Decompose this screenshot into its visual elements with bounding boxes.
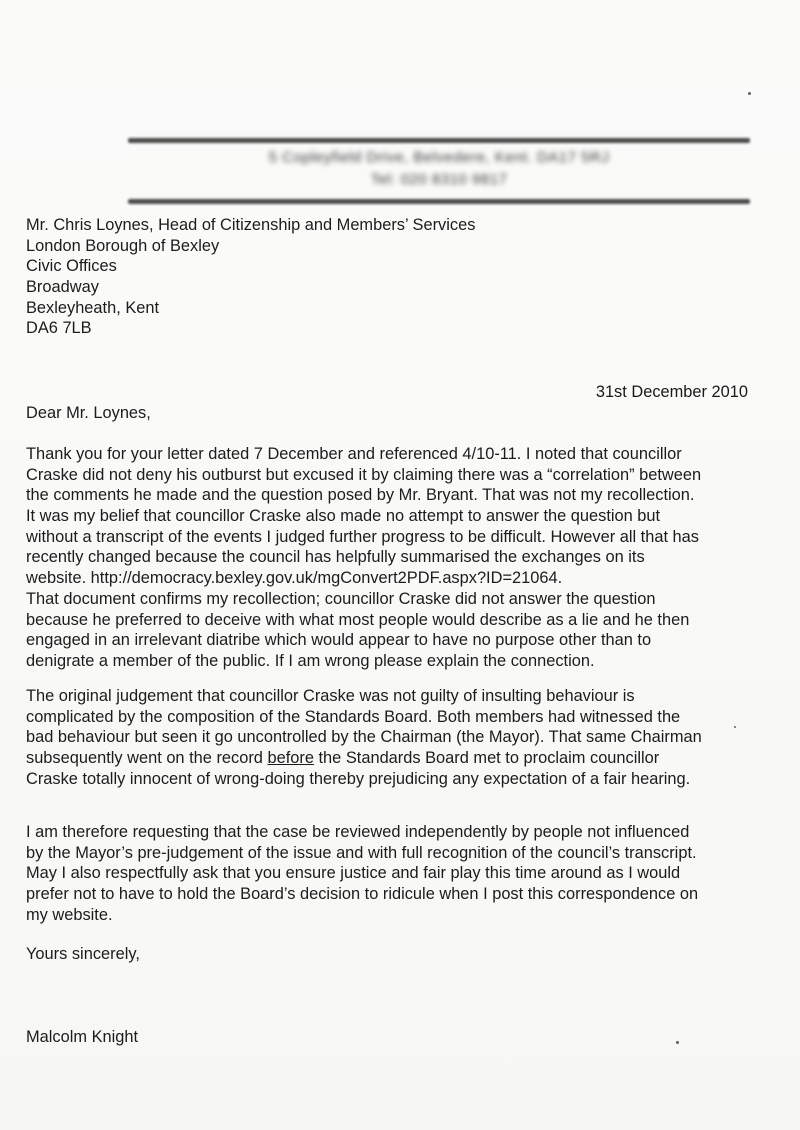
paragraph-line: May I also respectfully ask that you ensure justice and fair play this time around as I would [26, 864, 681, 883]
paragraph-line: denigrate a member of the public. If I am wrong please explain the connection. [26, 651, 595, 670]
paragraph-2 [26, 686, 702, 789]
paragraph-line: because he preferred to deceive with what most people would describe as a lie and he then [26, 610, 690, 629]
paragraph-line [26, 748, 702, 769]
recipient-line: Bexleyheath, Kent [26, 298, 160, 317]
paragraph-line: engaged in an irrelevant diatribe which would appear to have no purpose other than to [26, 631, 652, 650]
letterhead-phone: Tel: 020 8310 9817 [370, 171, 508, 188]
line-text: subsequently went on the record [26, 749, 268, 768]
recipient-line: Civic Offices [26, 257, 117, 276]
paragraph-line: the comments he made and the question posed by Mr. Bryant. That was not my recollection. [26, 486, 695, 505]
salutation: Dear Mr. Loynes, [26, 404, 151, 422]
scan-speck [676, 1041, 679, 1044]
paragraph-line: recently changed because the council has helpfully summarised the exchanges on its [26, 548, 645, 567]
letter-date: 31st December 2010 [595, 383, 748, 401]
paragraph-line: my website. [26, 905, 113, 924]
recipient-address [26, 215, 475, 339]
letterhead-address: 5 Copleyfield Drive, Belvedere, Kent. DA17 5RJ [268, 149, 610, 166]
paragraph-line: That document confirms my recollection; councillor Craske did not answer the question [26, 589, 656, 608]
scan-speck [748, 92, 751, 95]
recipient-line: Mr. Chris Loynes, Head of Citizenship and Members’ Services [26, 216, 476, 234]
line-text: the Standards Board met to proclaim councillor [313, 749, 660, 768]
paragraph-line: by the Mayor’s pre-judgement of the issue and with full recognition of the council’s transcript. [26, 843, 697, 862]
paragraph-line: It was my belief that councillor Craske also made no attempt to answer the question but [26, 507, 661, 526]
paragraph-line: I am therefore requesting that the case be reviewed independently by people not influenced [26, 823, 690, 841]
paragraph-line: bad behaviour but seen it go uncontrolled by the Chairman (the Mayor). That same Chairman [26, 728, 702, 747]
paragraph-line: The original judgement that councillor Craske was not guilty of insulting behaviour is [26, 687, 635, 705]
paragraph-line: without a transcript of the events I judged further progress to be difficult. However all that has [26, 527, 699, 546]
letterhead-bottom-rule [128, 199, 750, 204]
closing: Yours sincerely, [26, 945, 140, 963]
paragraph-3 [26, 822, 698, 925]
scan-speck [734, 726, 736, 728]
signature-name: Malcolm Knight [26, 1028, 139, 1046]
recipient-line: DA6 7LB [26, 319, 92, 338]
paragraph-line: Thank you for your letter dated 7 December and referenced 4/10-11. I noted that councillor [26, 445, 682, 463]
paragraph-line: Craske totally innocent of wrong-doing thereby prejudicing any expectation of a fair hearing. [26, 769, 691, 788]
paragraph-line: prefer not to have to hold the Board’s decision to ridicule when I post this correspondence on [26, 885, 699, 904]
paragraph-line: Craske did not deny his outburst but excused it by claiming there was a “correlation” between [26, 465, 702, 484]
paragraph-line: complicated by the composition of the Standards Board. Both members had witnessed the [26, 707, 681, 726]
paragraph-line: website. http://democracy.bexley.gov.uk/mgConvert2PDF.aspx?ID=21064. [26, 569, 563, 588]
recipient-line: Broadway [26, 278, 99, 297]
underlined-word: before [267, 749, 314, 768]
paragraph-1 [26, 444, 701, 672]
recipient-line: London Borough of Bexley [26, 236, 220, 255]
letterhead-top-rule [128, 138, 750, 143]
